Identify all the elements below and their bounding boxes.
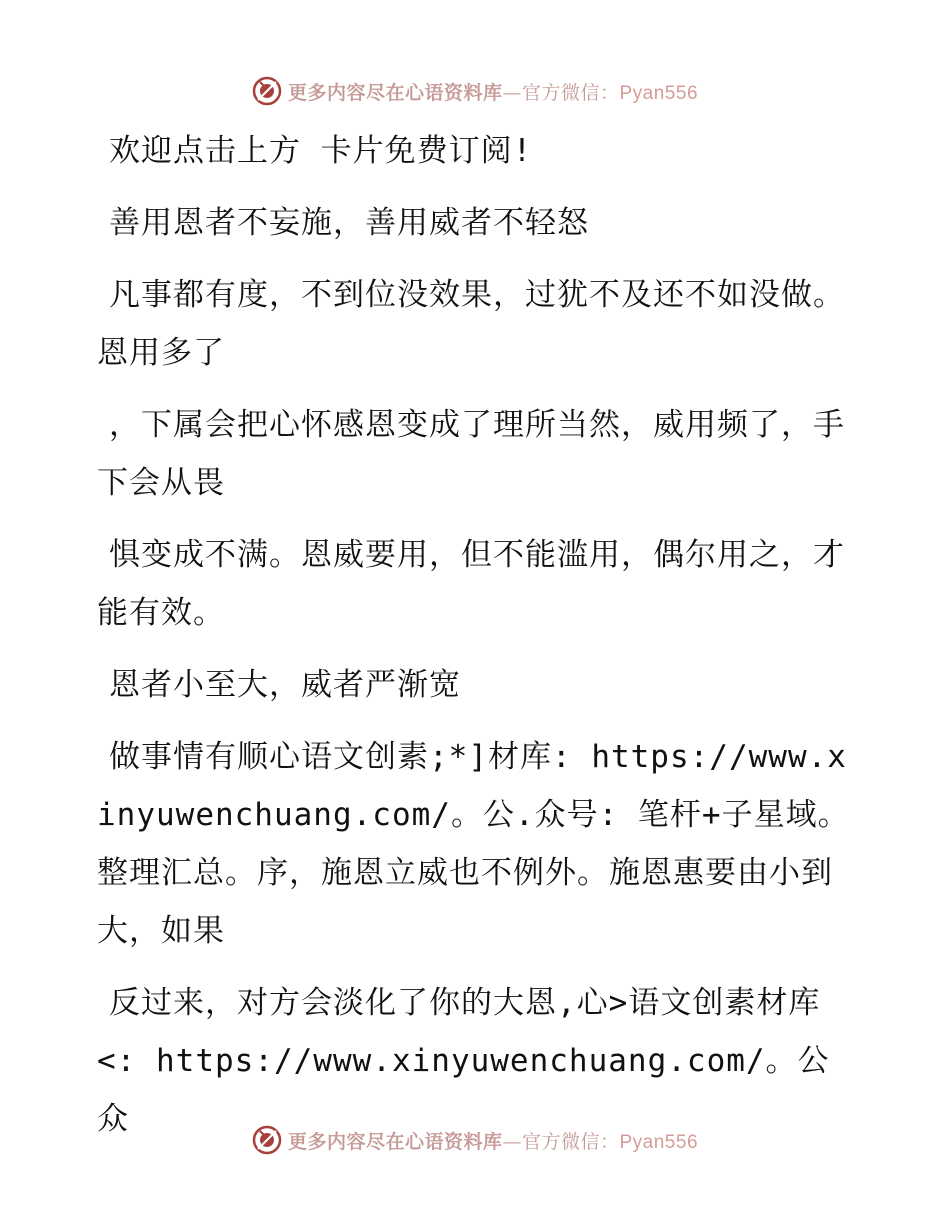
banner-account: Pyan556 (619, 1131, 699, 1153)
banner-wechat-label: 官方微信： (521, 1130, 620, 1153)
paragraph: 凡事都有度，不到位没效果，过犹不及还不如没做。恩用多了 (97, 277, 845, 371)
banner-title: 更多内容尽在心语资料库 (287, 81, 503, 104)
banner-title: 更多内容尽在心语资料库 (287, 1130, 503, 1153)
footer-watermark-banner (0, 1118, 950, 1162)
header-watermark-banner (0, 69, 950, 113)
seal-logo-icon (252, 1125, 282, 1155)
paragraph: 做事情有顺心语文创素;*]材库: https://www.xinyuwenchuang.com/。公.众号: 笔杆+子星域。整理汇总。序，施恩立威也不例外。施恩惠要由小到大，如果 (97, 739, 850, 949)
paragraph: 反过来，对方会淡化了你的大恩,心>语文创素材库<: https://www.xinyuwenchuang.com/。公众 (97, 985, 830, 1137)
document-body (97, 122, 857, 1162)
banner-wechat-label: 官方微信： (521, 81, 620, 104)
banner-dash: — (502, 1130, 522, 1153)
banner-dash: — (502, 81, 522, 104)
paragraph: 善用恩者不妄施，善用威者不轻怒 (109, 205, 589, 241)
seal-logo-icon (252, 76, 282, 106)
paragraph: ，下属会把心怀感恩变成了理所当然，威用频了，手下会从畏 (97, 407, 845, 501)
paragraph: 欢迎点击上方 卡片免费订阅! (109, 133, 533, 169)
paragraph: 恩者小至大，威者严渐宽 (109, 667, 461, 703)
banner-account: Pyan556 (619, 82, 699, 104)
paragraph: 惧变成不满。恩威要用，但不能滥用，偶尔用之，才能有效。 (97, 537, 845, 631)
